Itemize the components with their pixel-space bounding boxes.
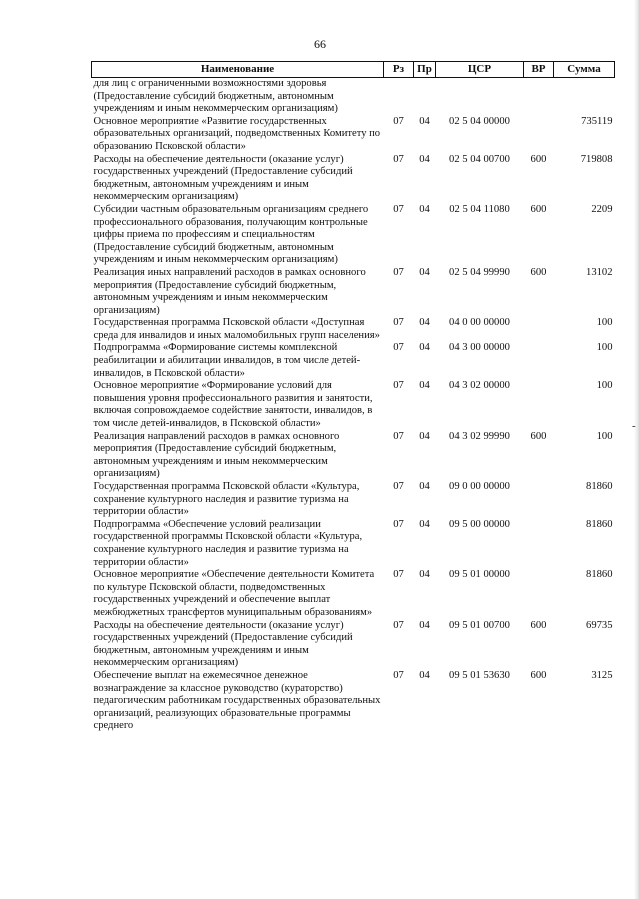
- header-rz: Рз: [384, 62, 414, 78]
- row-sum: 719808: [580, 153, 613, 165]
- row-sum: 13102: [586, 266, 613, 278]
- row-csr: 09 5 01 00000: [449, 569, 510, 581]
- row-name: Реализация направлений расходов в рамках основного мероприятия (Предоставление субсидий бюджетным, автономным учреждениям и иным некоммерческим организациям): [93, 430, 340, 480]
- row-sum: 3125: [591, 669, 613, 681]
- row-name: Государственная программа Псковской области «Доступная среда для инвалидов и иных маломобильных групп населения»: [93, 317, 380, 341]
- row-vr: [524, 78, 554, 116]
- row-name: Государственная программа Псковской области «Культура, сохранение культурного наследия и развитие туризма на территории области»: [93, 481, 360, 518]
- row-sum: 100: [596, 317, 613, 329]
- row-rz: 07: [393, 153, 404, 165]
- row-rz: 07: [393, 518, 404, 530]
- row-vr: 600: [530, 203, 547, 215]
- row-pr: 04: [419, 619, 430, 631]
- table-row: [92, 569, 615, 619]
- row-sum: 81860: [586, 518, 613, 530]
- table-row: [92, 519, 615, 569]
- row-pr: 04: [419, 203, 430, 215]
- row-vr: 600: [530, 153, 547, 165]
- row-pr: 04: [419, 317, 430, 329]
- row-vr: 600: [530, 619, 547, 631]
- row-sum: [554, 78, 615, 116]
- row-rz: 07: [393, 115, 404, 127]
- row-sum: 100: [596, 342, 613, 354]
- table-row: [92, 380, 615, 430]
- row-csr: 09 5 01 00700: [449, 619, 510, 631]
- row-pr: 04: [419, 481, 430, 492]
- table-header-row: [92, 62, 615, 78]
- row-name: Реализация иных направлений расходов в рамках основного мероприятия (Предоставление субсидий бюджетным, автономным учреждениям и иным некоммерческим организациям): [93, 266, 366, 316]
- row-name: для лиц с ограниченными возможностями здоровья (Предоставление субсидий бюджетным, автономным учреждениям и иным некоммерческим организациям): [93, 78, 338, 115]
- row-csr: [436, 78, 524, 116]
- row-rz: 07: [393, 203, 404, 215]
- row-rz: [384, 78, 414, 116]
- row-csr: 02 5 04 00700: [449, 153, 510, 165]
- row-pr: 04: [419, 518, 430, 530]
- row-name: Основное мероприятие «Развитие государственных образовательных организаций, подведомственных Комитету по образованию Псковской области»: [93, 115, 381, 152]
- header-vr: ВР: [524, 62, 554, 78]
- row-name: Основное мероприятие «Формирование условий для повышения уровня профессионального развития и занятости, включая сопровождаемое содействие занятости, инвалидов, в том числе детей-инвалидов, в Псковской области»: [93, 380, 373, 430]
- header-sum: Сумма: [554, 62, 615, 78]
- header-name: Наименование: [92, 62, 384, 78]
- row-sum: 735119: [581, 115, 613, 127]
- row-vr: [524, 317, 554, 342]
- row-csr: 09 5 01 53630: [449, 669, 510, 681]
- row-vr: [524, 342, 554, 380]
- row-rz: 07: [393, 317, 404, 329]
- row-rz: 07: [393, 430, 404, 442]
- row-sum: 69735: [586, 619, 613, 631]
- row-name: Подпрограмма «Обеспечение условий реализации государственной программы Псковской области «Культура, сохранение культурного наследия и развитие туризма на территории области»: [93, 518, 363, 568]
- table-row: [92, 78, 615, 116]
- table-row: [92, 267, 615, 317]
- row-name: Субсидии частным образовательным организациям среднего профессионального образования, получающим контрольные цифры приема по профессиям и специальностям (Предоставление субсидий бюджетным, автономным учреждениям и иным некоммерческим организациям): [93, 203, 369, 266]
- row-pr: 04: [419, 669, 430, 681]
- table-row: [92, 116, 615, 154]
- margin-mark: -: [632, 420, 636, 432]
- row-rz: 07: [393, 266, 404, 278]
- row-vr: 600: [530, 266, 547, 278]
- row-pr: 04: [419, 430, 430, 442]
- row-pr: 04: [419, 266, 430, 278]
- row-pr: 04: [419, 569, 430, 581]
- table-row: [92, 317, 615, 342]
- header-csr: ЦСР: [436, 62, 524, 78]
- row-rz: 07: [393, 380, 404, 392]
- row-csr: 04 0 00 00000: [449, 317, 510, 329]
- row-sum: 81860: [586, 481, 613, 492]
- row-pr: 04: [419, 153, 430, 165]
- table-row: [92, 670, 615, 733]
- table-row: [92, 204, 615, 267]
- row-pr: 04: [419, 115, 430, 127]
- row-sum: 2209: [591, 203, 613, 215]
- row-vr: [524, 569, 554, 619]
- header-pr: Пр: [414, 62, 436, 78]
- row-name: Расходы на обеспечение деятельности (оказание услуг) государственных учреждений (Предоставление субсидий бюджетным, автономным учреждениям и иным некоммерческим организациям): [93, 153, 353, 203]
- row-name: Основное мероприятие «Обеспечение деятельности Комитета по культуре Псковской области, подведомственных государственных учреждений и обеспечение выплат межбюджетных трансфертов муниципальным образованиям»: [93, 569, 375, 618]
- row-csr: 09 0 00 00000: [449, 481, 510, 492]
- row-vr: 600: [530, 430, 547, 442]
- row-csr: 02 5 04 00000: [449, 115, 510, 127]
- row-csr: 09 5 00 00000: [449, 518, 510, 530]
- row-pr: 04: [419, 380, 430, 392]
- scan-edge: [634, 0, 640, 899]
- row-csr: 04 3 02 99990: [449, 430, 510, 442]
- row-vr: [524, 116, 554, 154]
- row-sum: 100: [596, 430, 613, 442]
- table-row: [92, 154, 615, 204]
- table-row: [92, 431, 615, 481]
- row-vr: [524, 519, 554, 569]
- row-rz: 07: [393, 619, 404, 631]
- row-vr: 600: [530, 669, 547, 681]
- row-sum: 100: [596, 380, 613, 392]
- row-rz: 07: [393, 569, 404, 581]
- row-rz: 07: [393, 342, 404, 354]
- budget-table: [91, 61, 615, 733]
- page-number: 66: [314, 37, 326, 51]
- row-pr: 04: [419, 342, 430, 354]
- row-csr: 02 5 04 99990: [449, 266, 510, 278]
- row-name: Расходы на обеспечение деятельности (оказание услуг) государственных учреждений (Предоставление субсидий бюджетным, автономным учреждениям и иным некоммерческим организациям): [93, 619, 353, 669]
- row-rz: 07: [393, 669, 404, 681]
- table-row: [92, 620, 615, 670]
- row-vr: [524, 481, 554, 519]
- table-row: [92, 481, 615, 519]
- row-csr: 02 5 04 11080: [449, 203, 510, 215]
- row-rz: 07: [393, 481, 404, 492]
- row-vr: [524, 380, 554, 430]
- row-csr: 04 3 00 00000: [449, 342, 510, 354]
- row-csr: 04 3 02 00000: [449, 380, 510, 392]
- row-sum: 81860: [586, 569, 613, 581]
- table-row: [92, 342, 615, 380]
- row-name: Подпрограмма «Формирование системы комплексной реабилитации и абилитации инвалидов, в том числе детей-инвалидов, в Псковской области»: [93, 342, 361, 379]
- row-pr: [414, 78, 436, 116]
- row-name: Обеспечение выплат на ежемесячное денежное вознаграждение за классное руководство (кураторство) педагогическим работникам государственных образовательных организаций, реализующих образовательные программы среднего: [93, 669, 381, 732]
